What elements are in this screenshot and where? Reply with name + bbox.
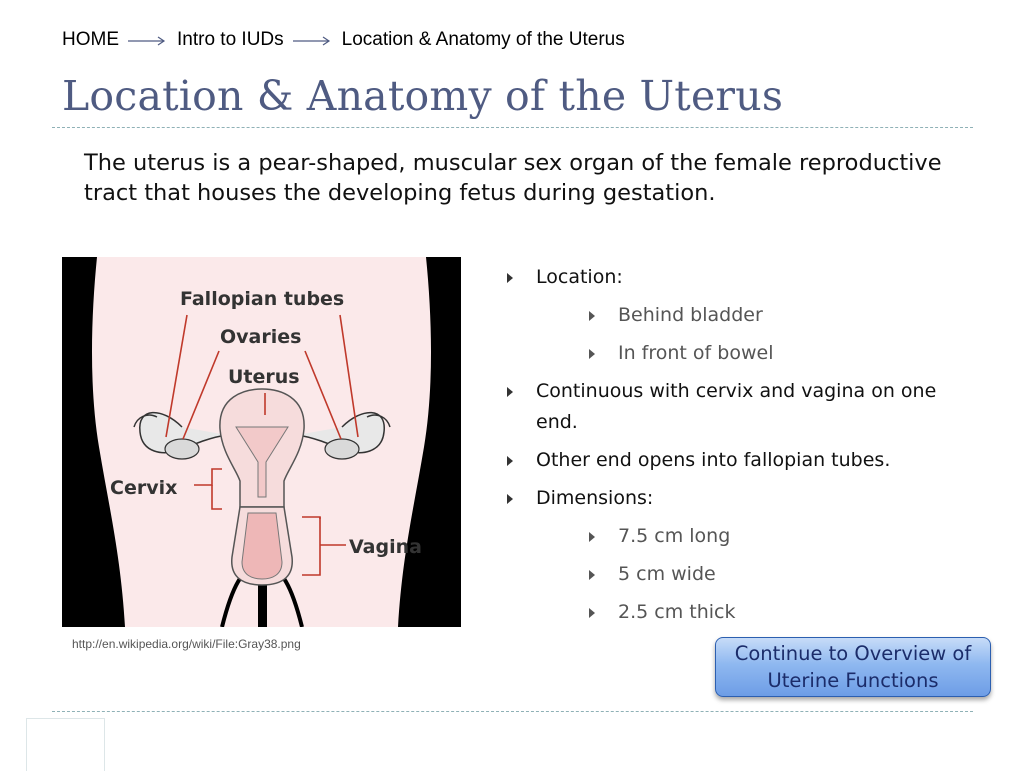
list-item-text: In front of bowel [618,342,774,364]
arrow-right-icon [127,33,167,47]
label-cervix: Cervix [110,477,178,499]
right-ovary [325,439,359,459]
triangle-bullet-icon [589,349,595,359]
label-ovaries: Ovaries [220,326,302,348]
arrow-right-icon [292,33,332,47]
list-item [504,262,954,293]
list-item [504,597,954,628]
list-item [504,445,954,476]
triangle-bullet-icon [589,570,595,580]
list-item-text: 7.5 cm long [618,525,731,547]
continue-button-label: Continue to Overview of Uterine Functions [734,642,972,692]
list-item-text: Continuous with cervix and vagina on one end. [536,380,937,433]
breadcrumb-current-page: Location & Anatomy of the Uterus [341,29,625,50]
breadcrumb-home-link[interactable]: HOME [62,29,119,50]
triangle-bullet-icon [507,273,513,283]
continue-to-uterine-functions-button[interactable] [715,637,991,697]
list-item-text: Dimensions: [536,487,654,509]
intro-paragraph: The uterus is a pear-shaped, muscular sex organ of the female reproductive tract that houses the developing fetus during gestation. [84,150,942,206]
footer-corner-box [26,718,105,771]
uterus-facts-list [504,262,954,635]
list-item-text: 2.5 cm thick [618,601,736,623]
left-ovary [165,439,199,459]
list-item-text: Location: [536,266,623,288]
triangle-bullet-icon [507,494,513,504]
breadcrumb [62,28,625,52]
page-title: Location & Anatomy of the Uterus [62,72,784,120]
image-source-caption: http://en.wikipedia.org/wiki/File:Gray38.png [72,637,301,651]
list-item-text: Behind bladder [618,304,763,326]
uterus-anatomy-diagram [62,257,461,627]
breadcrumb-intro-iuds-link[interactable]: Intro to IUDs [177,29,284,50]
triangle-bullet-icon [589,532,595,542]
label-vagina: Vagina [349,536,422,558]
list-item [504,300,954,331]
triangle-bullet-icon [507,456,513,466]
triangle-bullet-icon [507,387,513,397]
list-item [504,338,954,369]
list-item [504,483,954,514]
bottom-divider [52,711,973,712]
list-item-text: 5 cm wide [618,563,716,585]
list-item [504,376,954,438]
triangle-bullet-icon [589,608,595,618]
list-item [504,521,954,552]
label-fallopian-tubes: Fallopian tubes [180,288,345,310]
label-uterus: Uterus [228,366,300,388]
top-divider [52,127,973,128]
list-item [504,559,954,590]
list-item-text: Other end opens into fallopian tubes. [536,449,891,471]
triangle-bullet-icon [589,311,595,321]
